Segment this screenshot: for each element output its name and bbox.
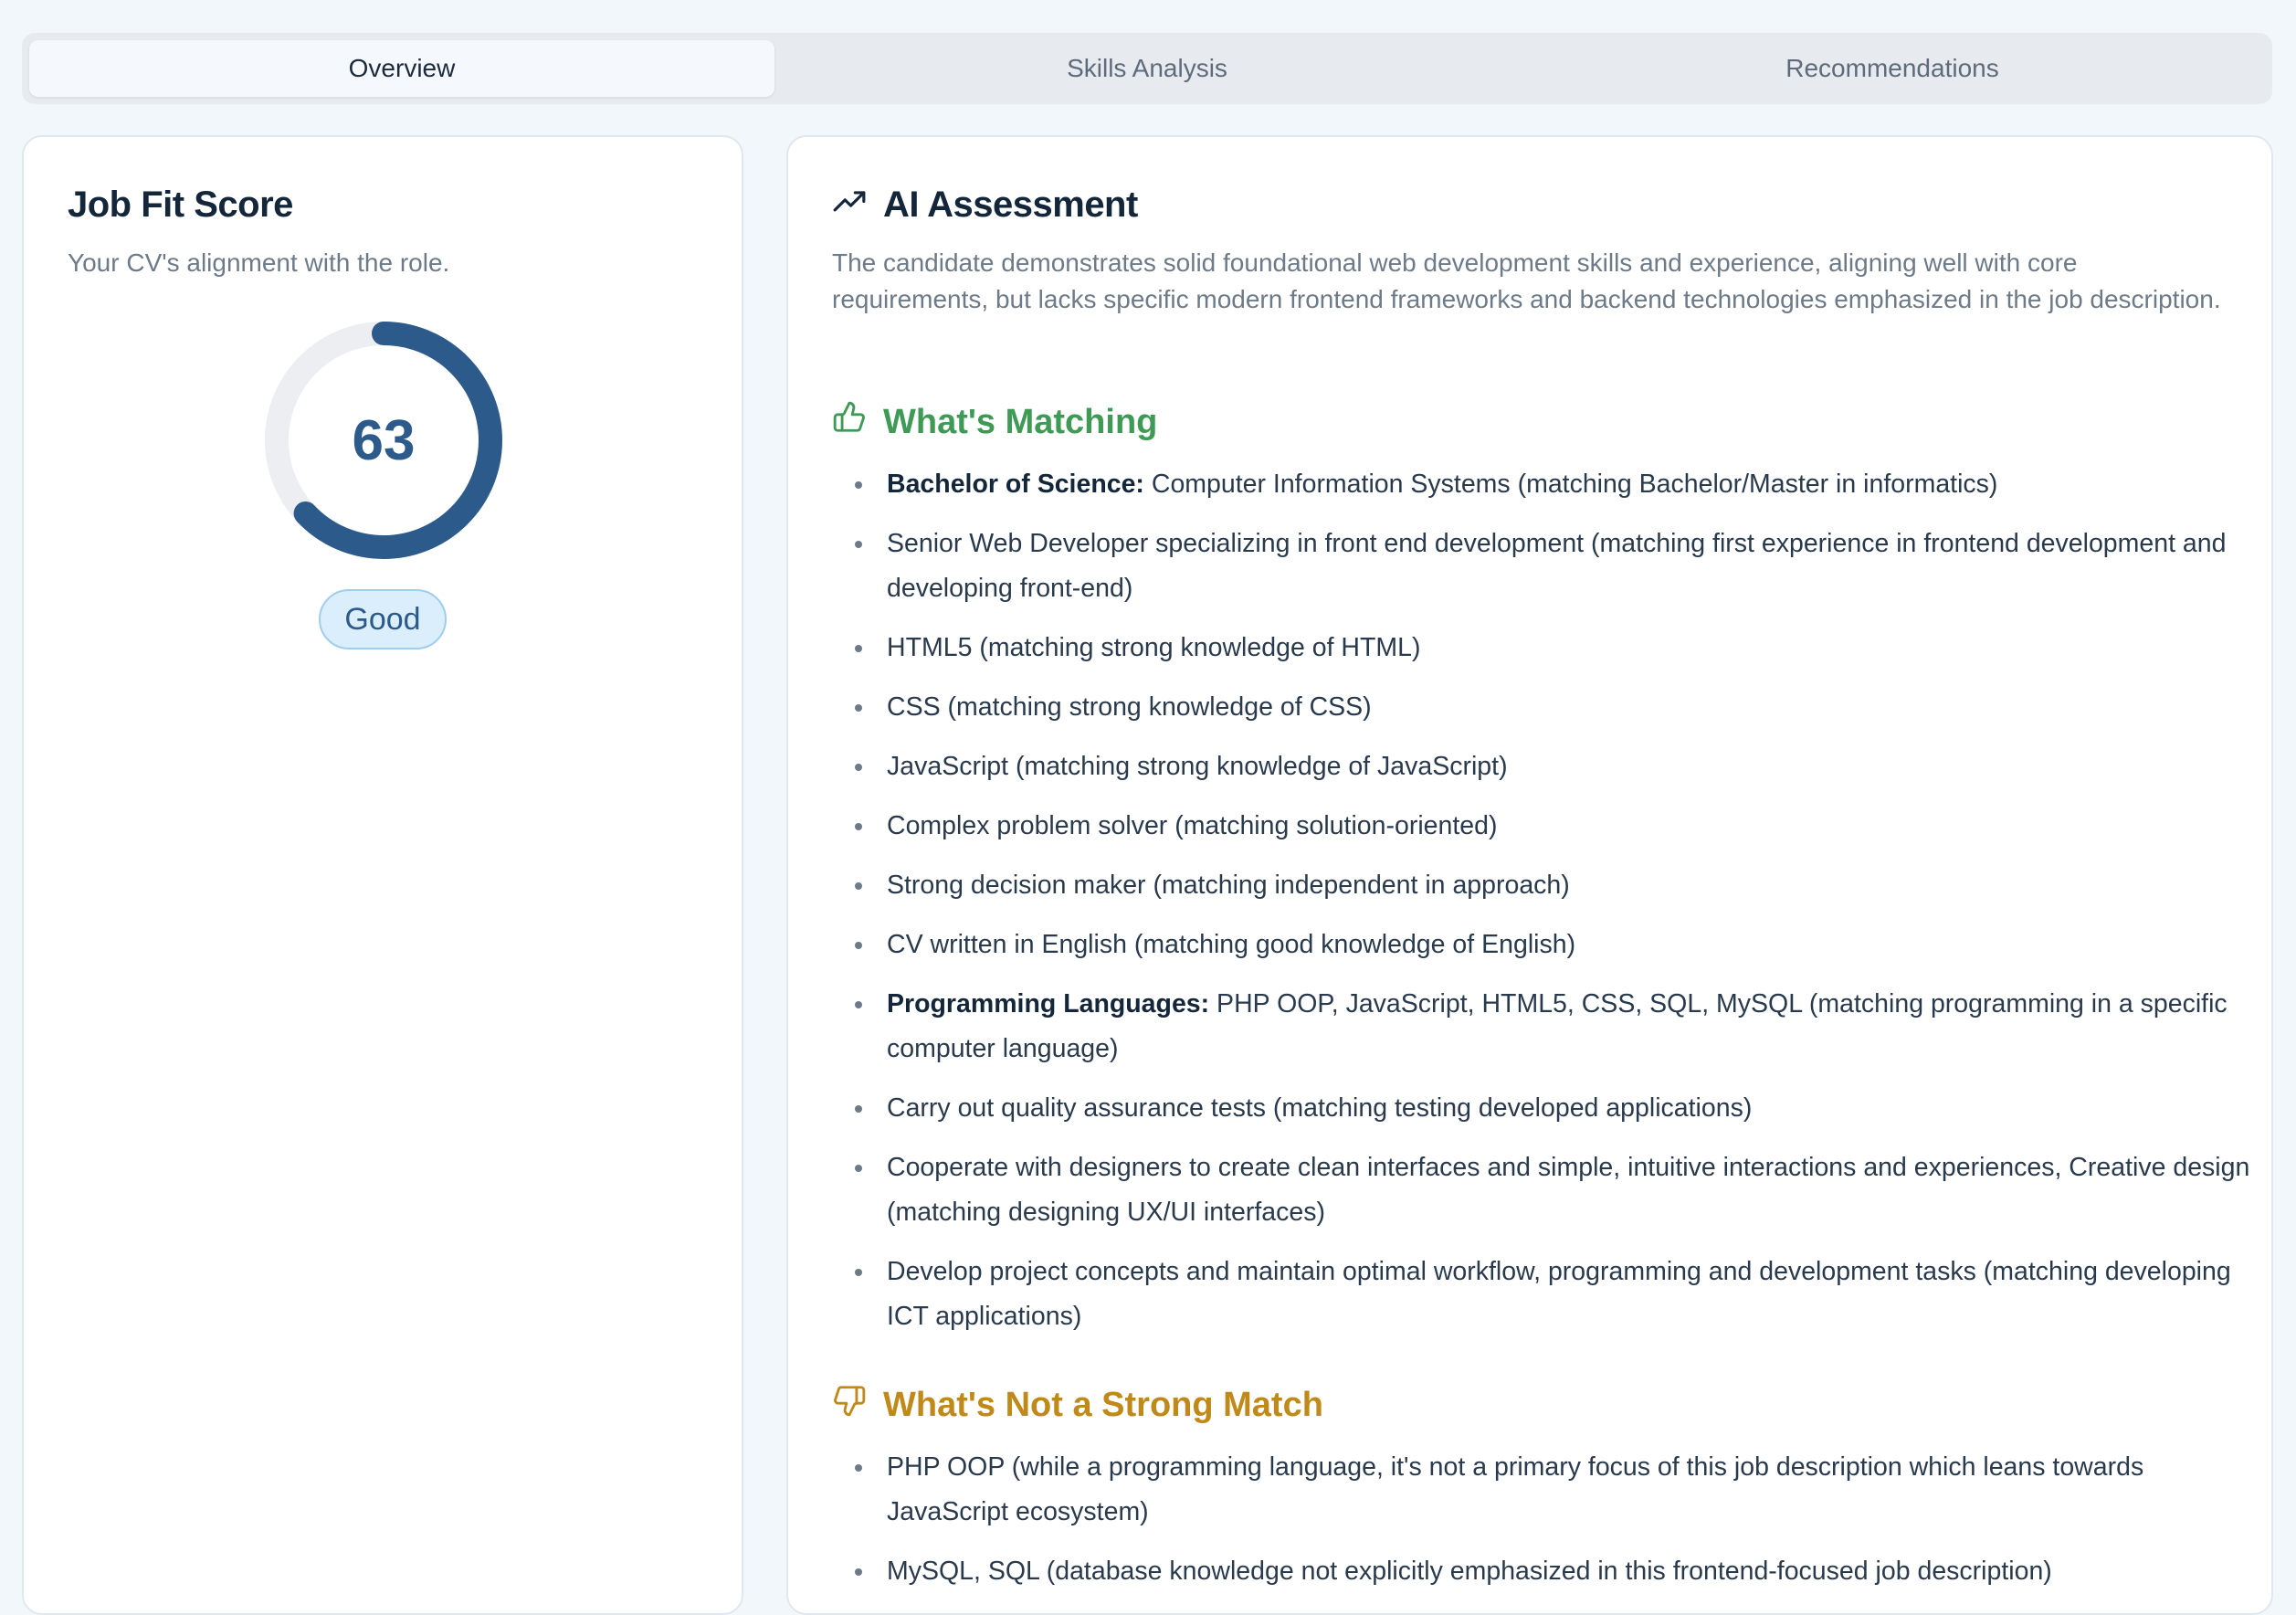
ai-assessment-title: AI Assessment: [883, 185, 1138, 225]
tab-skills-analysis[interactable]: Skills Analysis: [1067, 54, 1227, 82]
assessment-summary: The candidate demonstrates solid foundational web development skills and experience, aligning well with core requirements, but lacks specific modern frontend frameworks and backend technologies emphasized in the job description.: [832, 248, 2221, 313]
tab-bar: [22, 33, 2272, 104]
not-matching-title: What's Not a Strong Match: [883, 1385, 1323, 1424]
job-fit-card: [22, 135, 743, 1615]
matching-item-text: CSS (matching strong knowledge of CSS): [887, 692, 1372, 722]
matching-item: [832, 804, 2257, 849]
ai-assessment-card: [786, 135, 2273, 1615]
matching-item: [832, 1145, 2257, 1235]
not-matching-item: [832, 1549, 2257, 1594]
job-fit-title: Job Fit Score: [68, 185, 293, 225]
matching-item: [832, 744, 2257, 789]
matching-item: [832, 685, 2257, 730]
matching-item-label: Bachelor of Science:: [887, 470, 1144, 499]
matching-item: [832, 462, 2257, 507]
matching-item-text: Carry out quality assurance tests (matching testing developed applications): [887, 1093, 1753, 1123]
thumbs-up-icon: [832, 400, 867, 444]
thumbs-down-icon: [832, 1383, 867, 1427]
not-matching-item: [832, 1445, 2257, 1535]
not-matching-item-text: MySQL, SQL (database knowledge not explicitly emphasized in this frontend-focused job description): [887, 1557, 2052, 1586]
matching-item-text: Complex problem solver (matching solution-oriented): [887, 811, 1498, 840]
tab-recommendations[interactable]: Recommendations: [1785, 54, 1999, 82]
tab-overview[interactable]: Overview: [29, 40, 774, 97]
trending-up-icon: [832, 185, 867, 225]
matching-list: [832, 462, 2257, 1354]
not-matching-heading: [832, 1383, 1323, 1427]
matching-item-text: Computer Information Systems (matching Bachelor/Master in informatics): [1143, 470, 1998, 499]
matching-item: [832, 923, 2257, 967]
matching-heading: [832, 400, 1157, 444]
matching-item: [832, 863, 2257, 908]
matching-item-text: PHP OOP, JavaScript, HTML5, CSS, SQL, MySQL (matching programming in a specific computer language): [887, 989, 2228, 1063]
matching-item-text: JavaScript (matching strong knowledge of JavaScript): [887, 752, 1508, 781]
matching-item: [832, 982, 2257, 1071]
score-value: 63: [352, 408, 416, 472]
matching-item-text: Senior Web Developer specializing in front end development (matching first experience in frontend development and developing front-end): [887, 529, 2227, 603]
matching-item: [832, 1250, 2257, 1339]
not-matching-list: [832, 1445, 2257, 1609]
matching-item: [832, 1086, 2257, 1131]
matching-item-text: HTML5 (matching strong knowledge of HTML): [887, 633, 1421, 662]
matching-item-label: Programming Languages:: [887, 989, 1210, 1019]
score-gauge: [263, 320, 504, 561]
matching-item: [832, 522, 2257, 611]
rating-badge: Good: [319, 589, 447, 649]
matching-item-text: Cooperate with designers to create clean interfaces and simple, intuitive interactions and experiences, Creative design (matching designing UX/UI interfaces): [887, 1153, 2250, 1227]
matching-item-text: Develop project concepts and maintain optimal workflow, programming and development tasks (matching developing ICT applications): [887, 1257, 2231, 1331]
job-fit-subtitle: Your CV's alignment with the role.: [68, 248, 450, 277]
matching-title: What's Matching: [883, 402, 1158, 441]
matching-item-text: CV written in English (matching good knowledge of English): [887, 930, 1576, 959]
not-matching-item-text: PHP OOP (while a programming language, it's not a primary focus of this job description which leans towards JavaScript ecosystem): [887, 1452, 2144, 1526]
matching-item: [832, 626, 2257, 670]
matching-item-text: Strong decision maker (matching independent in approach): [887, 871, 1570, 900]
